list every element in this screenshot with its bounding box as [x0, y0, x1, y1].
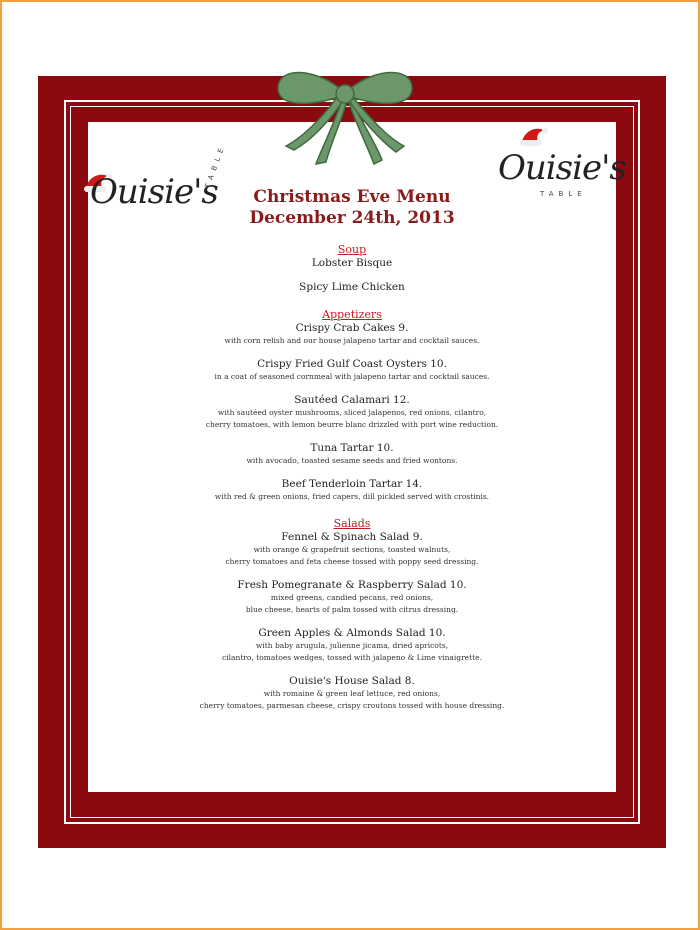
menu-item-desc: cilantro, tomatoes wedges, tossed with jalapeno & Lime vinaigrette. [222, 653, 482, 662]
menu-content [88, 187, 616, 712]
menu-item-name: Fennel & Spinach Salad 9. [281, 531, 423, 543]
logo-script: Ouisie's [498, 148, 626, 188]
ribbon-bow-icon [272, 64, 418, 180]
menu-item-desc: cherry tomatoes, parmesan cheese, crispy croutons tossed with house dressing. [199, 701, 505, 710]
menu-item-desc: in a coat of seasoned cornmeal with jalapeno tartar and cocktail sauces. [214, 372, 490, 381]
menu-item-name: Tuna Tartar 10. [310, 442, 394, 454]
menu-item-name: Crispy Fried Gulf Coast Oysters 10. [257, 358, 447, 370]
menu-item-desc: with baby arugula, julienne jicama, dried apricots, [255, 641, 449, 650]
santa-hat-icon [518, 124, 548, 148]
menu-item-name: Fresh Pomegranate & Raspberry Salad 10. [237, 579, 467, 591]
menu-item-desc: with avocado, toasted sesame seeds and fried wontons. [246, 456, 458, 465]
menu-date: December 24th, 2013 [249, 208, 455, 228]
menu-item-desc: mixed greens, candied pecans, red onions, [270, 593, 434, 602]
menu-item-name: Sautéed Calamari 12. [294, 394, 410, 406]
menu-item-desc: with romaine & green leaf lettuce, red onions, [263, 689, 441, 698]
menu-item-name: Spicy Lime Chicken [299, 281, 405, 293]
logo-sub: TABLE [203, 142, 228, 190]
menu-item-name: Lobster Bisque [311, 257, 393, 269]
menu-item-desc: with red & green onions, fried capers, dill pickled served with crostinis. [214, 492, 490, 501]
logo-script: Ouisie's [90, 172, 218, 212]
menu-item-desc: with sautéed oyster mushrooms, sliced jalapenos, red onions, cilantro, [217, 408, 487, 417]
menu-item-name: Crispy Crab Cakes 9. [295, 322, 409, 334]
menu-item-desc: blue cheese, hearts of palm tossed with citrus dressing. [245, 605, 459, 614]
logo-sub: TABLE [540, 190, 587, 198]
menu-title: Christmas Eve Menu [253, 187, 451, 207]
section-salads-heading: Salads [333, 517, 371, 530]
menu-item-desc: cherry tomatoes and feta cheese tossed with poppy seed dressing. [225, 557, 479, 566]
menu-item-name: Beef Tenderloin Tartar 14. [281, 478, 423, 490]
section-soup-heading: Soup [337, 243, 367, 256]
menu-item-name: Ouisie's House Salad 8. [289, 675, 415, 687]
menu-item-desc: with corn relish and our house jalapeno tartar and cocktail sauces. [224, 336, 480, 345]
menu-item-name: Green Apples & Almonds Salad 10. [258, 627, 446, 639]
menu-item-desc: with orange & grapefruit sections, toasted walnuts, [253, 545, 451, 554]
menu-item-desc: cherry tomatoes, with lemon beurre blanc drizzled with port wine reduction. [205, 420, 499, 429]
section-appetizers-heading: Appetizers [322, 308, 382, 321]
